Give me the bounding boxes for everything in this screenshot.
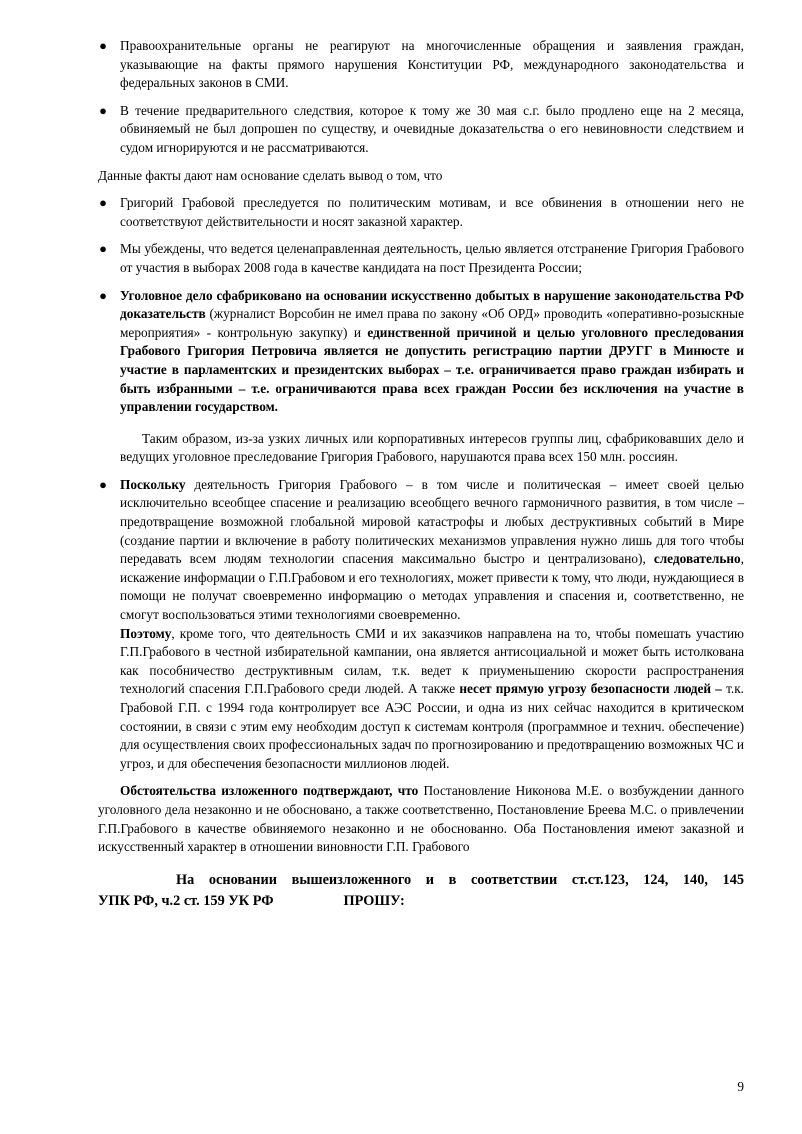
item-text: Мы убеждены, что ведется целенаправленная деятельность, целью является отстранение Григория Грабового от участия в выборах 2008 года в качестве кандидата на пост Президента России; bbox=[120, 241, 744, 275]
bullet-icon: ● bbox=[99, 195, 107, 211]
list-item-fabricated-case bbox=[98, 287, 744, 417]
request-heading: ПРОШУ: bbox=[343, 892, 405, 909]
bullet-icon: ● bbox=[99, 102, 107, 118]
request-block bbox=[98, 870, 744, 912]
list-item bbox=[98, 102, 744, 158]
bold-text: следовательно bbox=[653, 551, 741, 567]
item-text: Григорий Грабовой преследуется по политическим мотивам, и все обвинения в отношении него не соответствуют действительности и носят заказной характер. bbox=[120, 195, 744, 229]
bold-text: единственной причиной и целью уголовного преследования Грабового Григория Петровича является не допустить регистрацию партии ДРУГГ в Минюсте и участие в парламентских и президентских выборах – т.е. ограничивается право граждан избирать и быть избранными – т.е. ограничиваются права всех граждан России без исключения на участие в управлении государством. bbox=[120, 324, 744, 415]
item-text: В течение предварительного следствия, которое к тому же 30 мая с.г. было продлено еще на 2 месяца, обвиняемый не был допрошен по существу, и очевидные доказательства о его невиновности следствием и судом игнорируются и не рассматриваются. bbox=[120, 102, 744, 155]
bold-text: Поэтому bbox=[120, 625, 172, 641]
item-text: Правоохранительные органы не реагируют на многочисленные обращения и заявления граждан, указывающие на факты прямого нарушения Конституции РФ, международного законодательства и федеральных законов в СМИ. bbox=[120, 38, 744, 91]
list-item-activity bbox=[98, 476, 744, 625]
bullet-icon: ● bbox=[99, 241, 107, 257]
item-text: Постановление Никонова М.Е. о возбуждении данного уголовного дела незаконно и не обосновано, а также соответственно, Постановление Бреева М.С. о привлечении Г.П.Грабового в качестве обвиняемого незаконно и не обоснованно. Оба Постановления имеют заказной и искусственный характер в отношении виновности Г.П. Грабового bbox=[98, 783, 744, 855]
bullet-icon: ● bbox=[99, 476, 107, 492]
intro-paragraph: Данные факты дают нам основание сделать вывод о том, что bbox=[98, 167, 443, 183]
circumstances-paragraph bbox=[98, 782, 744, 856]
item-text: (журналист Ворсобин не имел права по закону «Об ОРД» проводить «оперативно-розыскные мероприятия» - контрольную закупку) и bbox=[120, 306, 744, 340]
bullet-icon: ● bbox=[99, 38, 107, 53]
bold-text: Обстоятельства изложенного подтверждают, что bbox=[120, 783, 419, 799]
item-text: , искажение информации о Г.П.Грабовом и его технологиях, может привести к тому, что люди, нуждающиеся в помощи не получат своевременно информацию о методах управления и спасения и, соответственно, не смогут воспользоваться этими технологиями своевременно. bbox=[120, 551, 744, 623]
item-text: деятельность Григория Грабового – в том числе и политическая – имеет своей целью исключительно всеобщее спасение и реализацию всеобщего вечного гармоничного развития, в том числе – предотвращение возможной глобальной мировой катастрофы и любых деструктивных событий в Мире (создание партии и включение в работу политических механизмов управления нужно лишь для того чтобы передавать всем людям технологии спасения максимально быстро и централизовано), bbox=[120, 476, 744, 567]
item-text: т.к. Грабовой Г.П. с 1994 года контролирует все АЭС России, и одна из них сейчас находится в критическом состоянии, в связи с этим ему необходим доступ к системам контроля (программное и технич. обеспечение) для осуществления своих профессиональных задач по прогнозированию и предотвращению возможных ЧС и угроз, и для обеспечения безопасности миллионов людей. bbox=[120, 681, 745, 771]
bold-text: Уголовное дело сфабриковано на основании искусственно добытых в нарушение законодательства РФ доказательств bbox=[120, 287, 744, 322]
list-item bbox=[98, 194, 744, 231]
request-line-1: На основании вышеизложенного и в соответствии ст.ст.123, 124, 140, 145 bbox=[176, 871, 744, 888]
document-page bbox=[98, 37, 744, 912]
therefore-paragraph bbox=[98, 625, 744, 774]
bold-text: несет прямую угрозу безопасности людей – bbox=[459, 681, 722, 697]
followup-paragraph: Таким образом, из-за узких личных или корпоративных интересов группы лиц, сфабриковавших дело и ведущих уголовное преследование Григория Грабового, нарушаются права всех 150 млн. россиян. bbox=[120, 430, 744, 465]
bullet-icon: ● bbox=[99, 287, 107, 303]
item-text: , кроме того, что деятельность СМИ и их заказчиков направлена на то, чтобы помешать участию Г.П.Грабового в честной избирательной кампании, она является антисоциальной и может быть истолкована как пособничество деструктивным силам, т.к. ведет к приуменьшению скорости распространения технологий спасения Г.П.Грабового среди людей. А также bbox=[120, 625, 744, 697]
bold-text: Поскольку bbox=[120, 476, 186, 492]
page-number: 9 bbox=[737, 1079, 744, 1094]
request-law-refs: УПК РФ, ч.2 ст. 159 УК РФ bbox=[98, 892, 274, 909]
request-line-2 bbox=[98, 891, 744, 912]
list-item bbox=[98, 37, 744, 93]
list-item bbox=[98, 240, 744, 277]
